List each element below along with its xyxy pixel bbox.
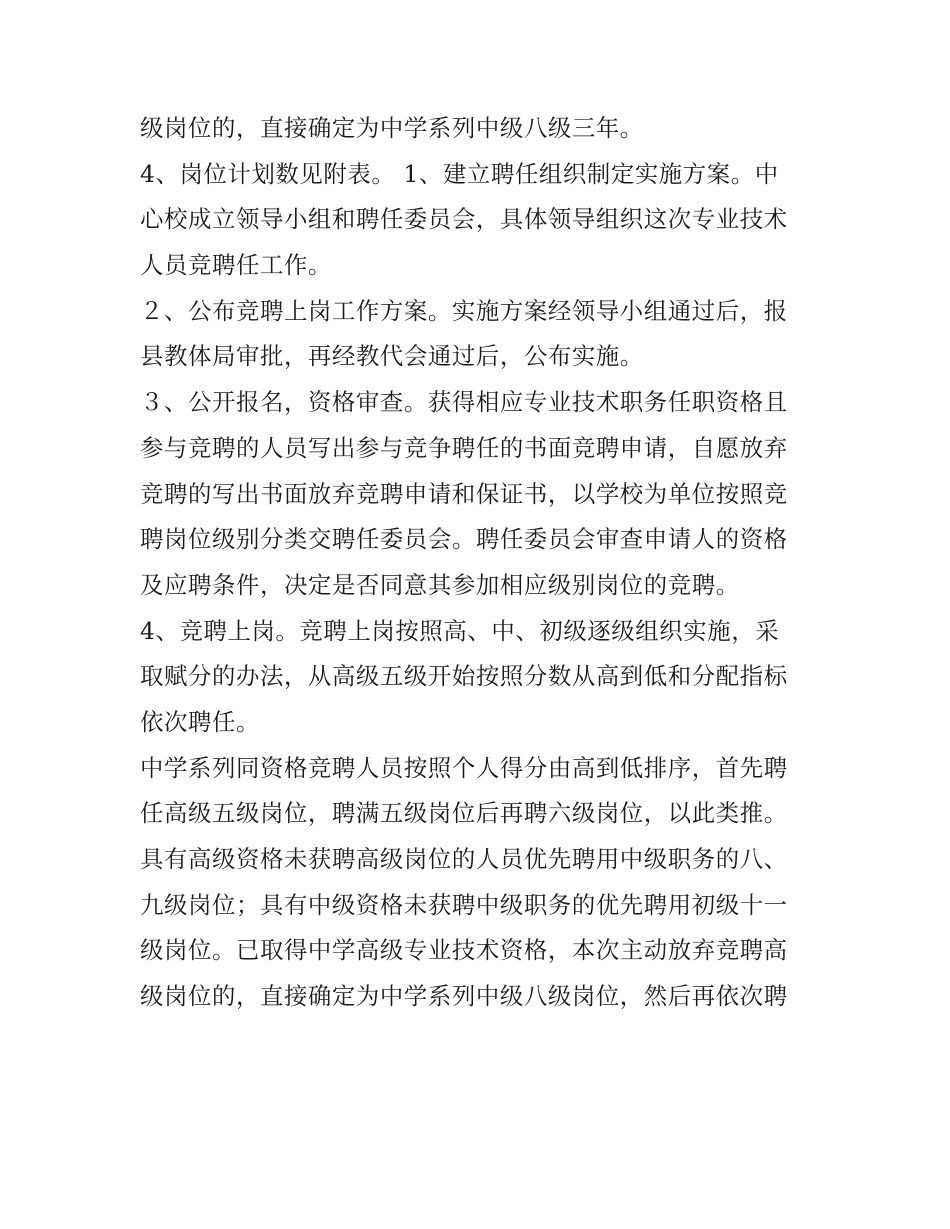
text-line: 参与竞聘的人员写出参与竞争聘任的书面竞聘申请，自愿放弃 xyxy=(140,433,788,462)
text-line: ２、公布竞聘上岗工作方案。实施方案经领导小组通过后，报 xyxy=(140,296,788,325)
text-line: 人员竞聘任工作。 xyxy=(140,251,332,280)
text-line: 4、竞聘上岗。竞聘上岗按照高、中、初级逐级组织实施，采 xyxy=(140,616,780,645)
text-line: 九级岗位；具有中级资格未获聘中级职务的优先聘用初级十一 xyxy=(140,890,788,919)
document-body xyxy=(140,106,820,1020)
text-line: 心校成立领导小组和聘任委员会，具体领导组织这次专业技术 xyxy=(140,205,788,234)
text-line: 级岗位的，直接确定为中学系列中级八级三年。 xyxy=(140,114,644,142)
text-line: 竞聘的写出书面放弃竞聘申请和保证书，以学校为单位按照竞 xyxy=(140,479,788,508)
text-line: 县教体局审批，再经教代会通过后，公布实施。 xyxy=(140,342,644,371)
text-line: 任高级五级岗位，聘满五级岗位后再聘六级岗位，以此类推。 xyxy=(140,799,788,828)
text-line: 级岗位。已取得中学高级专业技术资格，本次主动放弃竞聘高 xyxy=(140,936,788,965)
text-line: 中学系列同资格竞聘人员按照个人得分由高到低排序，首先聘 xyxy=(140,753,788,782)
text-line: 4、岗位计划数见附表。 1、建立聘任组织制定实施方案。中 xyxy=(140,159,779,188)
text-line: 取赋分的办法，从高级五级开始按照分数从高到低和分配指标 xyxy=(140,662,788,691)
text-line: 依次聘任。 xyxy=(140,707,260,736)
text-line: 具有高级资格未获聘高级岗位的人员优先聘用中级职务的八、 xyxy=(140,845,788,873)
text-line: 级岗位的，直接确定为中学系列中级八级岗位，然后再依次聘 xyxy=(140,982,788,1011)
text-line: ３、公开报名，资格审查。获得相应专业技术职务任职资格且 xyxy=(140,388,788,417)
text-line: 及应聘条件，决定是否同意其参加相应级别岗位的竞聘。 xyxy=(140,570,740,599)
text-line: 聘岗位级别分类交聘任委员会。聘任委员会审查申请人的资格 xyxy=(140,525,788,554)
